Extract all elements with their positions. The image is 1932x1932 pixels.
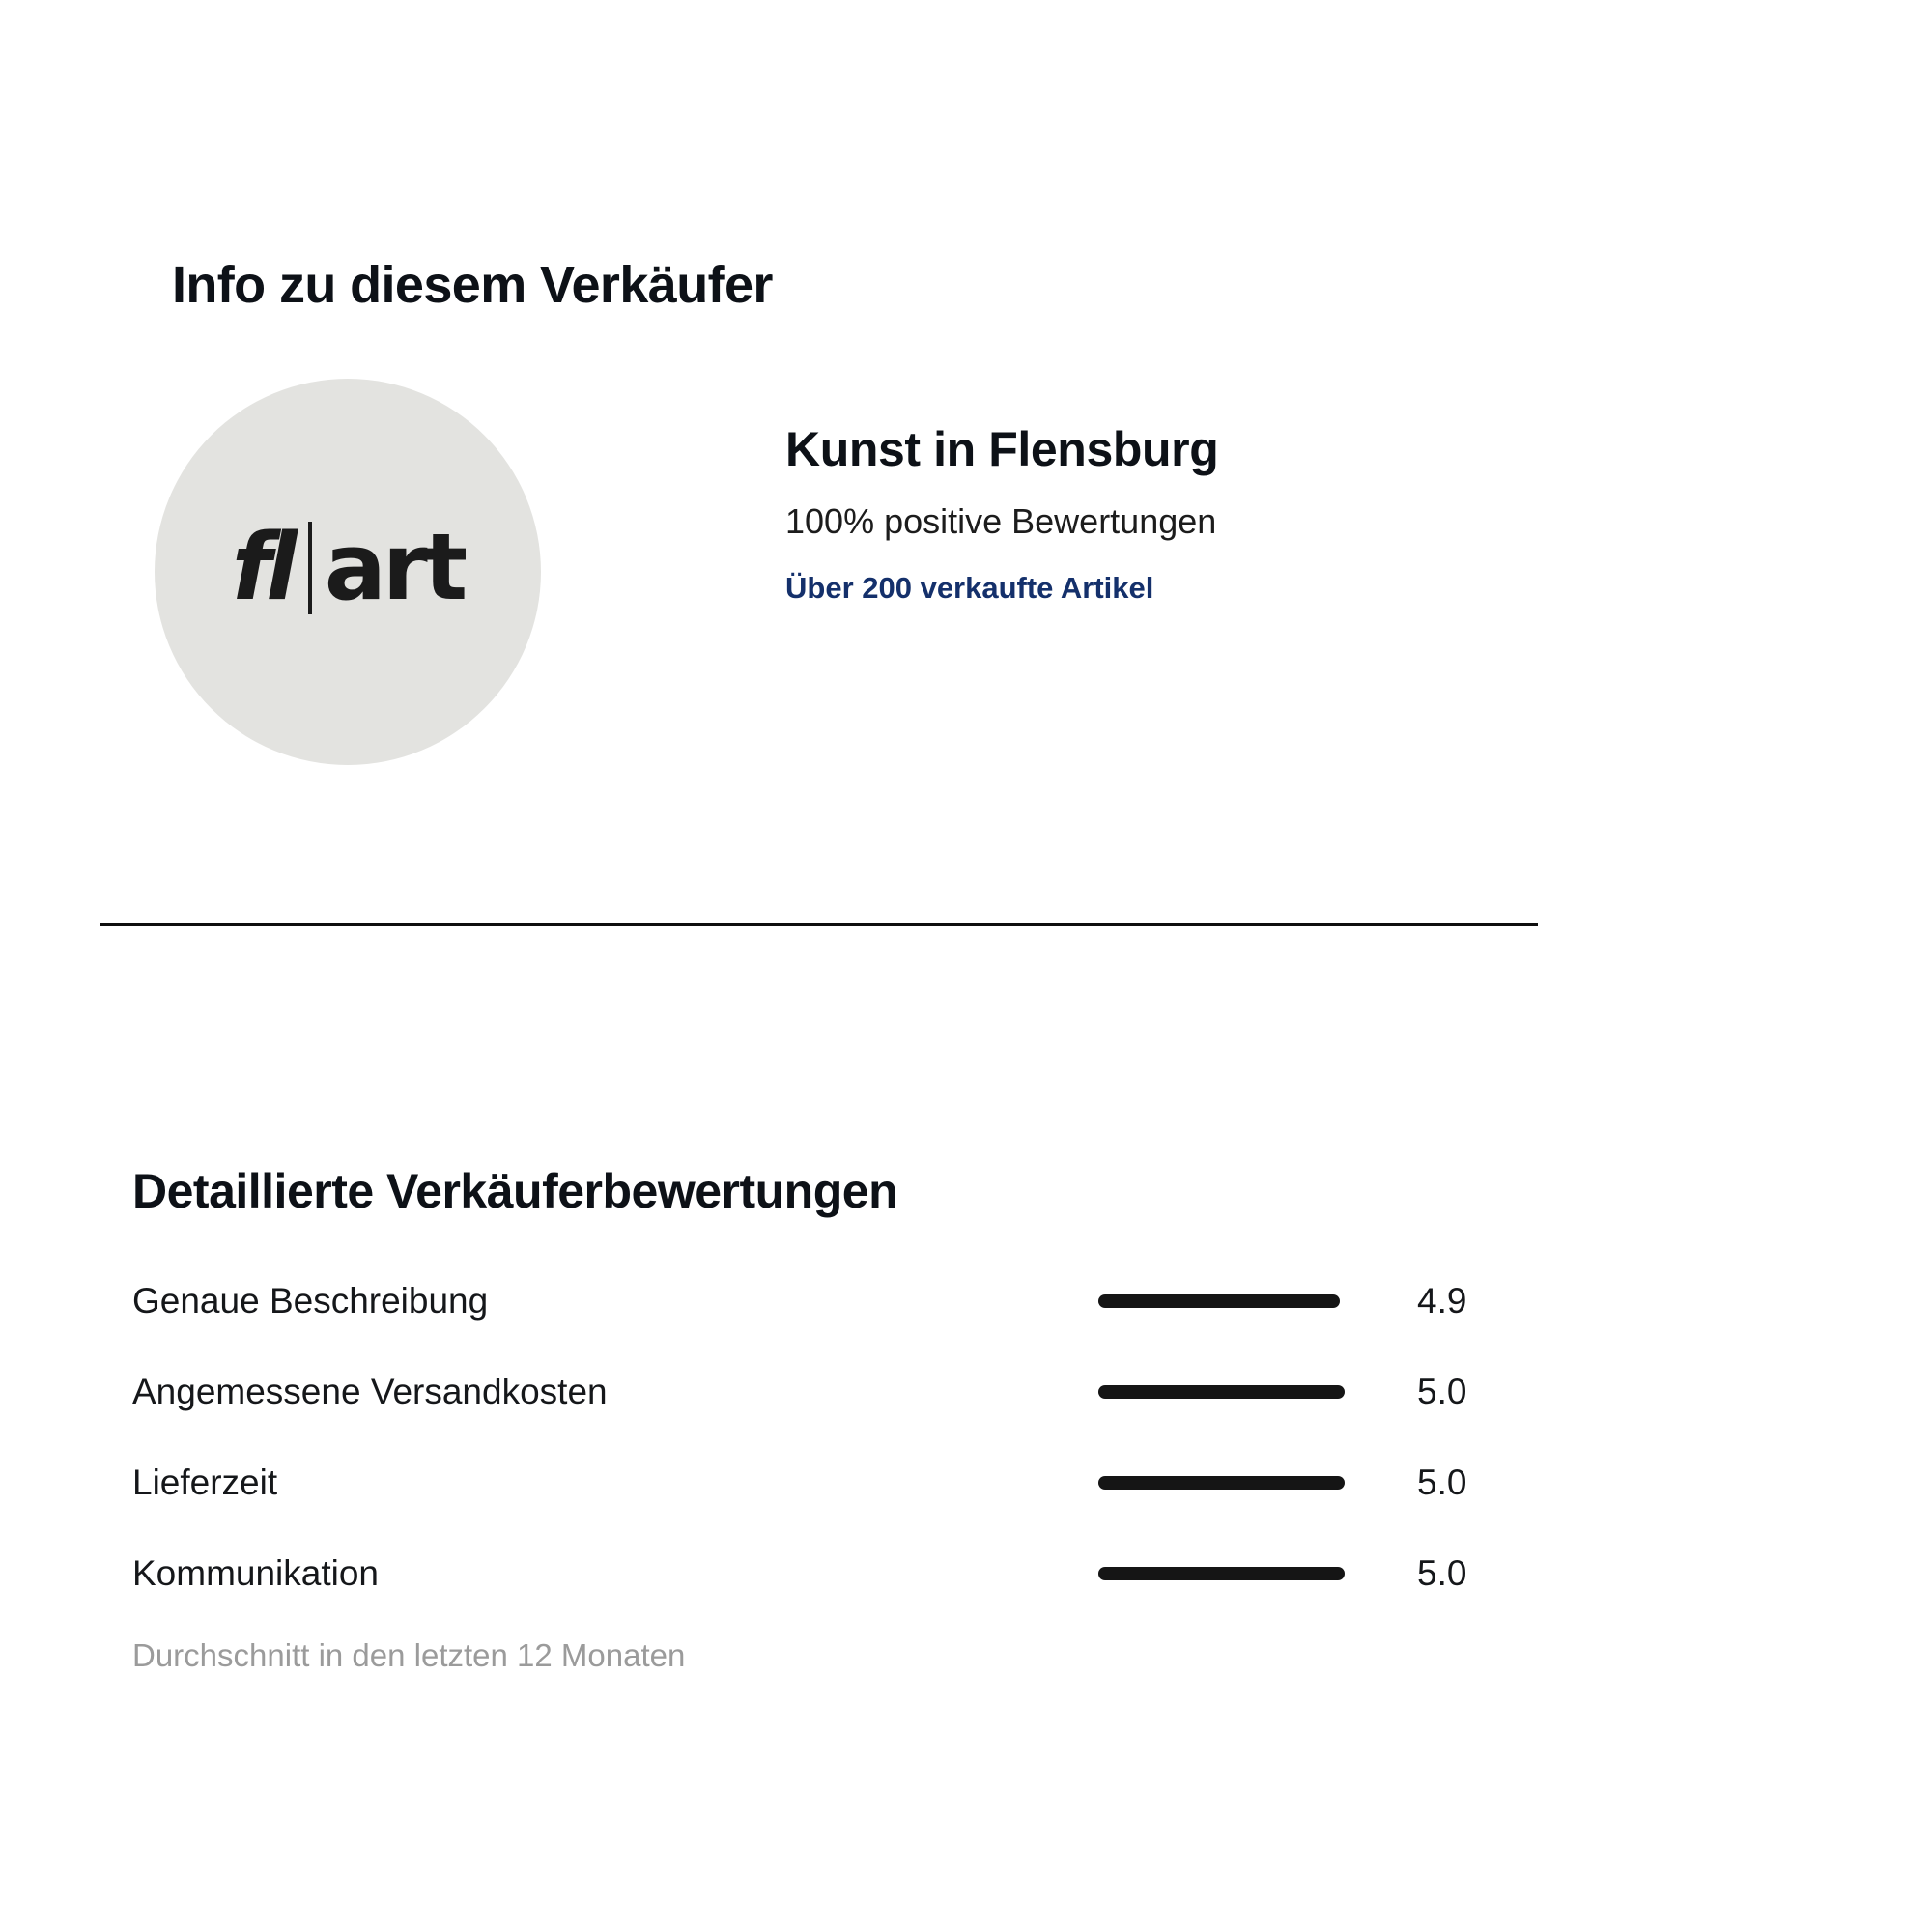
- seller-name-link[interactable]: Kunst in Flensburg: [785, 422, 1219, 476]
- logo-text-left: fl: [231, 514, 292, 621]
- rating-row: [132, 1437, 1504, 1528]
- rating-row: [132, 1528, 1504, 1619]
- rating-bar-fill: [1098, 1567, 1345, 1580]
- rating-bar-track: [1098, 1294, 1345, 1308]
- avatar[interactable]: [155, 379, 541, 765]
- rating-bar-track: [1098, 1567, 1345, 1580]
- ratings-footnote: Durchschnitt in den letzten 12 Monaten: [132, 1637, 686, 1673]
- rating-bar-fill: [1098, 1385, 1345, 1399]
- rating-label: Lieferzeit: [132, 1463, 278, 1502]
- rating-bar: [1098, 1476, 1345, 1490]
- rating-bar: [1098, 1567, 1345, 1580]
- rating-value: 5.0: [1417, 1553, 1467, 1593]
- rating-bar-track: [1098, 1385, 1345, 1399]
- logo-divider-icon: [308, 522, 312, 614]
- rating-value: 5.0: [1417, 1372, 1467, 1411]
- rating-row: [132, 1347, 1504, 1437]
- rating-value: 5.0: [1417, 1463, 1467, 1502]
- rating-row: [132, 1256, 1504, 1347]
- rating-bar: [1098, 1294, 1345, 1308]
- rating-bar-track: [1098, 1476, 1345, 1490]
- rating-bar-fill: [1098, 1476, 1345, 1490]
- rating-bar: [1098, 1385, 1345, 1399]
- rating-label: Angemessene Versandkosten: [132, 1372, 608, 1411]
- flart-logo-icon: [231, 514, 465, 621]
- seller-positive-feedback: 100% positive Bewertungen: [785, 501, 1217, 541]
- ratings-list: [132, 1256, 1504, 1619]
- seller-summary-row: [155, 379, 1218, 765]
- seller-meta: [785, 379, 1218, 606]
- seller-items-sold[interactable]: Über 200 verkaufte Artikel: [785, 571, 1154, 605]
- section-divider: [100, 923, 1538, 926]
- page-title: Info zu diesem Verkäufer: [172, 256, 773, 315]
- rating-value: 4.9: [1417, 1281, 1467, 1321]
- logo-text-right: art: [324, 514, 465, 621]
- rating-label: Kommunikation: [132, 1553, 380, 1593]
- rating-bar-fill: [1098, 1294, 1340, 1308]
- ratings-title: Detaillierte Verkäuferbewertungen: [132, 1163, 898, 1218]
- rating-label: Genaue Beschreibung: [132, 1281, 489, 1321]
